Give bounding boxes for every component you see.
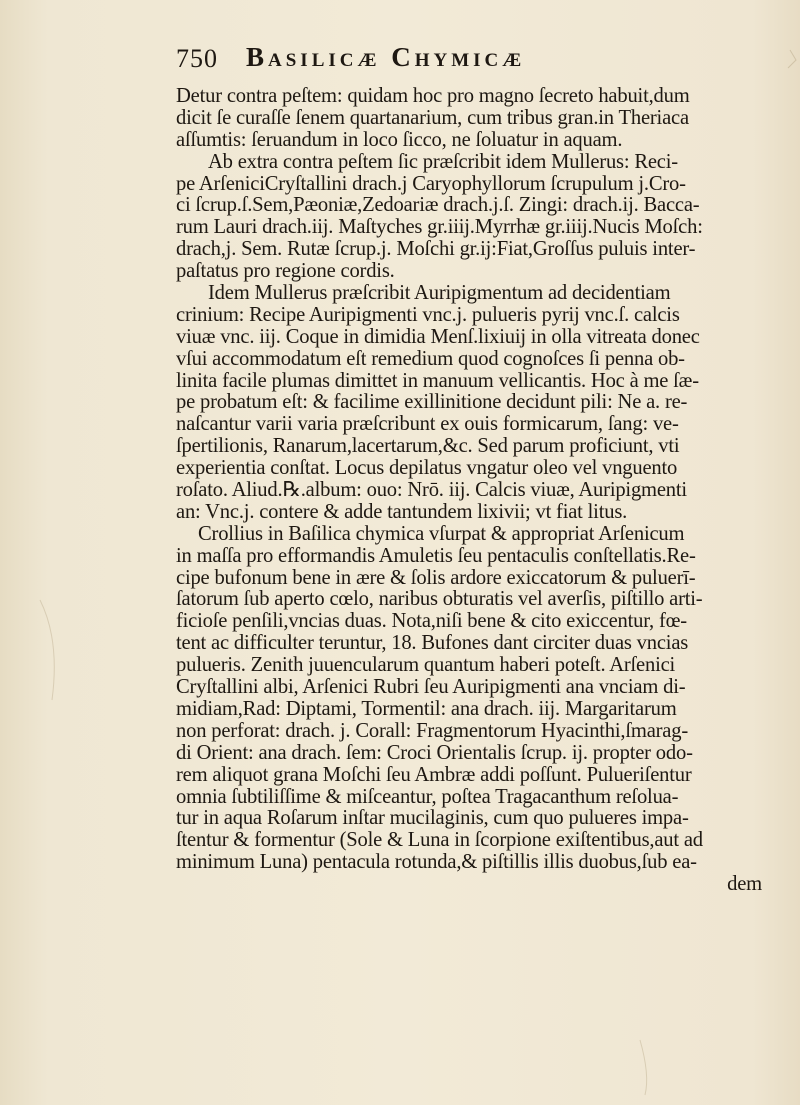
text-line: viuæ vnc. iij. Coque in dimidia Menſ.lixiuij in olla vitreata donec — [176, 325, 700, 348]
text-line: an: Vnc.j. contere & adde tantundem lixivii; vt fiat litus. — [176, 500, 628, 523]
page-number: 750 — [176, 44, 218, 73]
text-line: vſui accommodatum eſt remedium quod cognoſces ſi penna ob- — [176, 347, 685, 370]
text-line: rem aliquot grana Moſchi ſeu Ambræ addi poſſunt. Pulueriſentur — [176, 763, 692, 786]
text-line: paſtatus pro regione cordis. — [176, 260, 395, 283]
body-text — [176, 86, 796, 896]
catchword: dem — [727, 873, 762, 896]
text-line: ci ſcrup.ſ.Sem,Pæoniæ,Zedoariæ drach.j.ſ. Zingi: drach.ij. Bacca- — [176, 194, 700, 217]
text-line: in maſſa pro efformandis Amuletis ſeu pentaculis conſtellatis.Re- — [176, 544, 696, 567]
text-line: aſſumtis: ſeruandum in loco ſicco, ne ſoluatur in aquam. — [176, 128, 623, 151]
text-line: pe ArſeniciCryſtallini drach.j Caryophyllorum ſcrupulum j.Cro- — [176, 172, 686, 195]
text-line: pe probatum eſt: & facilime exillinitione decidunt pili: Ne a. re- — [176, 391, 688, 414]
text-line: ficioſe penſili,vncias duas. Nota,niſi bene & cito exiccentur, fœ- — [176, 610, 687, 633]
text-line: ſatorum ſub aperto cœlo, naribus obturatis vel averſis, piſtillo arti- — [176, 588, 703, 611]
text-line: experientia conſtat. Locus depilatus vngatur oleo vel vnguento — [176, 457, 678, 480]
text-line: tur in aqua Roſarum inſtar mucilaginis, cum quo pulueres impa- — [176, 807, 689, 830]
paragraph-start-line: Crollius in Baſilica chymica vſurpat & appropriat Arſenicum — [198, 522, 685, 545]
paragraph-start-line: Idem Mullerus præſcribit Auripigmentum ad decidentiam — [208, 282, 671, 305]
text-line: tent ac difficulter teruntur, 18. Bufones dant circiter duas vncias — [176, 632, 689, 655]
page-header — [176, 42, 776, 82]
running-title: Basilicæ Chymicæ — [246, 42, 526, 72]
text-line: non perforat: drach. j. Corall: Fragmentorum Hyacinthi,ſmarag- — [176, 719, 689, 742]
text-line: dicit ſe curaſſe ſenem quartanarium, cum tribus gran.in Theriaca — [176, 106, 689, 129]
text-line: Cryſtallini albi, Arſenici Rubri ſeu Auripigmenti ana vnciam di- — [176, 676, 686, 699]
text-line: ſtentur & formentur (Sole & Luna in ſcorpione exiſtentibus,aut ad — [176, 829, 703, 852]
text-line: linita facile plumas dimittet in manuum vellicantis. Hoc à me ſæ- — [176, 369, 699, 392]
text-line: minimum Luna) pentacula rotunda,& piſtillis illis duobus,ſub ea- — [176, 851, 697, 874]
text-line: cipe bufonum bene in ære & ſolis ardore exiccatorum & puluerī- — [176, 566, 696, 589]
text-line: drach,j. Sem. Rutæ ſcrup.j. Moſchi gr.ij:Fiat,Groſſus puluis inter- — [176, 238, 696, 261]
text-line: ſpertilionis, Ranarum,lacertarum,&c. Sed parum proficiunt, vti — [176, 435, 680, 458]
text-line: Detur contra peſtem: quidam hoc pro magno ſecreto habuit,dum — [176, 85, 690, 107]
text-line: omnia ſubtiliſſime & miſceantur, poſtea Tragacanthum reſolua- — [176, 785, 679, 808]
text-line: di Orient: ana drach. ſem: Croci Orientalis ſcrup. ij. propter odo- — [176, 741, 693, 764]
text-line: naſcantur varii varia præſcribunt ex ouis formicarum, ſang: ve- — [176, 413, 679, 436]
text-line: roſato. Aliud.℞.album: ouo: Nrō. iij. Calcis viuæ, Auripigmenti — [176, 479, 687, 502]
text-line: pulueris. Zenith juuencularum quantum haberi poteſt. Arſenici — [176, 654, 676, 677]
text-line: rum Lauri drach.iij. Maſtyches gr.iiij.Myrrhæ gr.iiij.Nucis Moſch: — [176, 216, 703, 239]
text-line: crinium: Recipe Auripigmenti vnc.j. pulueris pyrij vnc.ſ. calcis — [176, 303, 680, 326]
text-line: midiam,Rad: Diptami, Tormentil: ana drach. iij. Margaritarum — [176, 697, 677, 720]
paragraph-start-line: Ab extra contra peſtem ſic præſcribit idem Mullerus: Reci- — [208, 150, 678, 173]
